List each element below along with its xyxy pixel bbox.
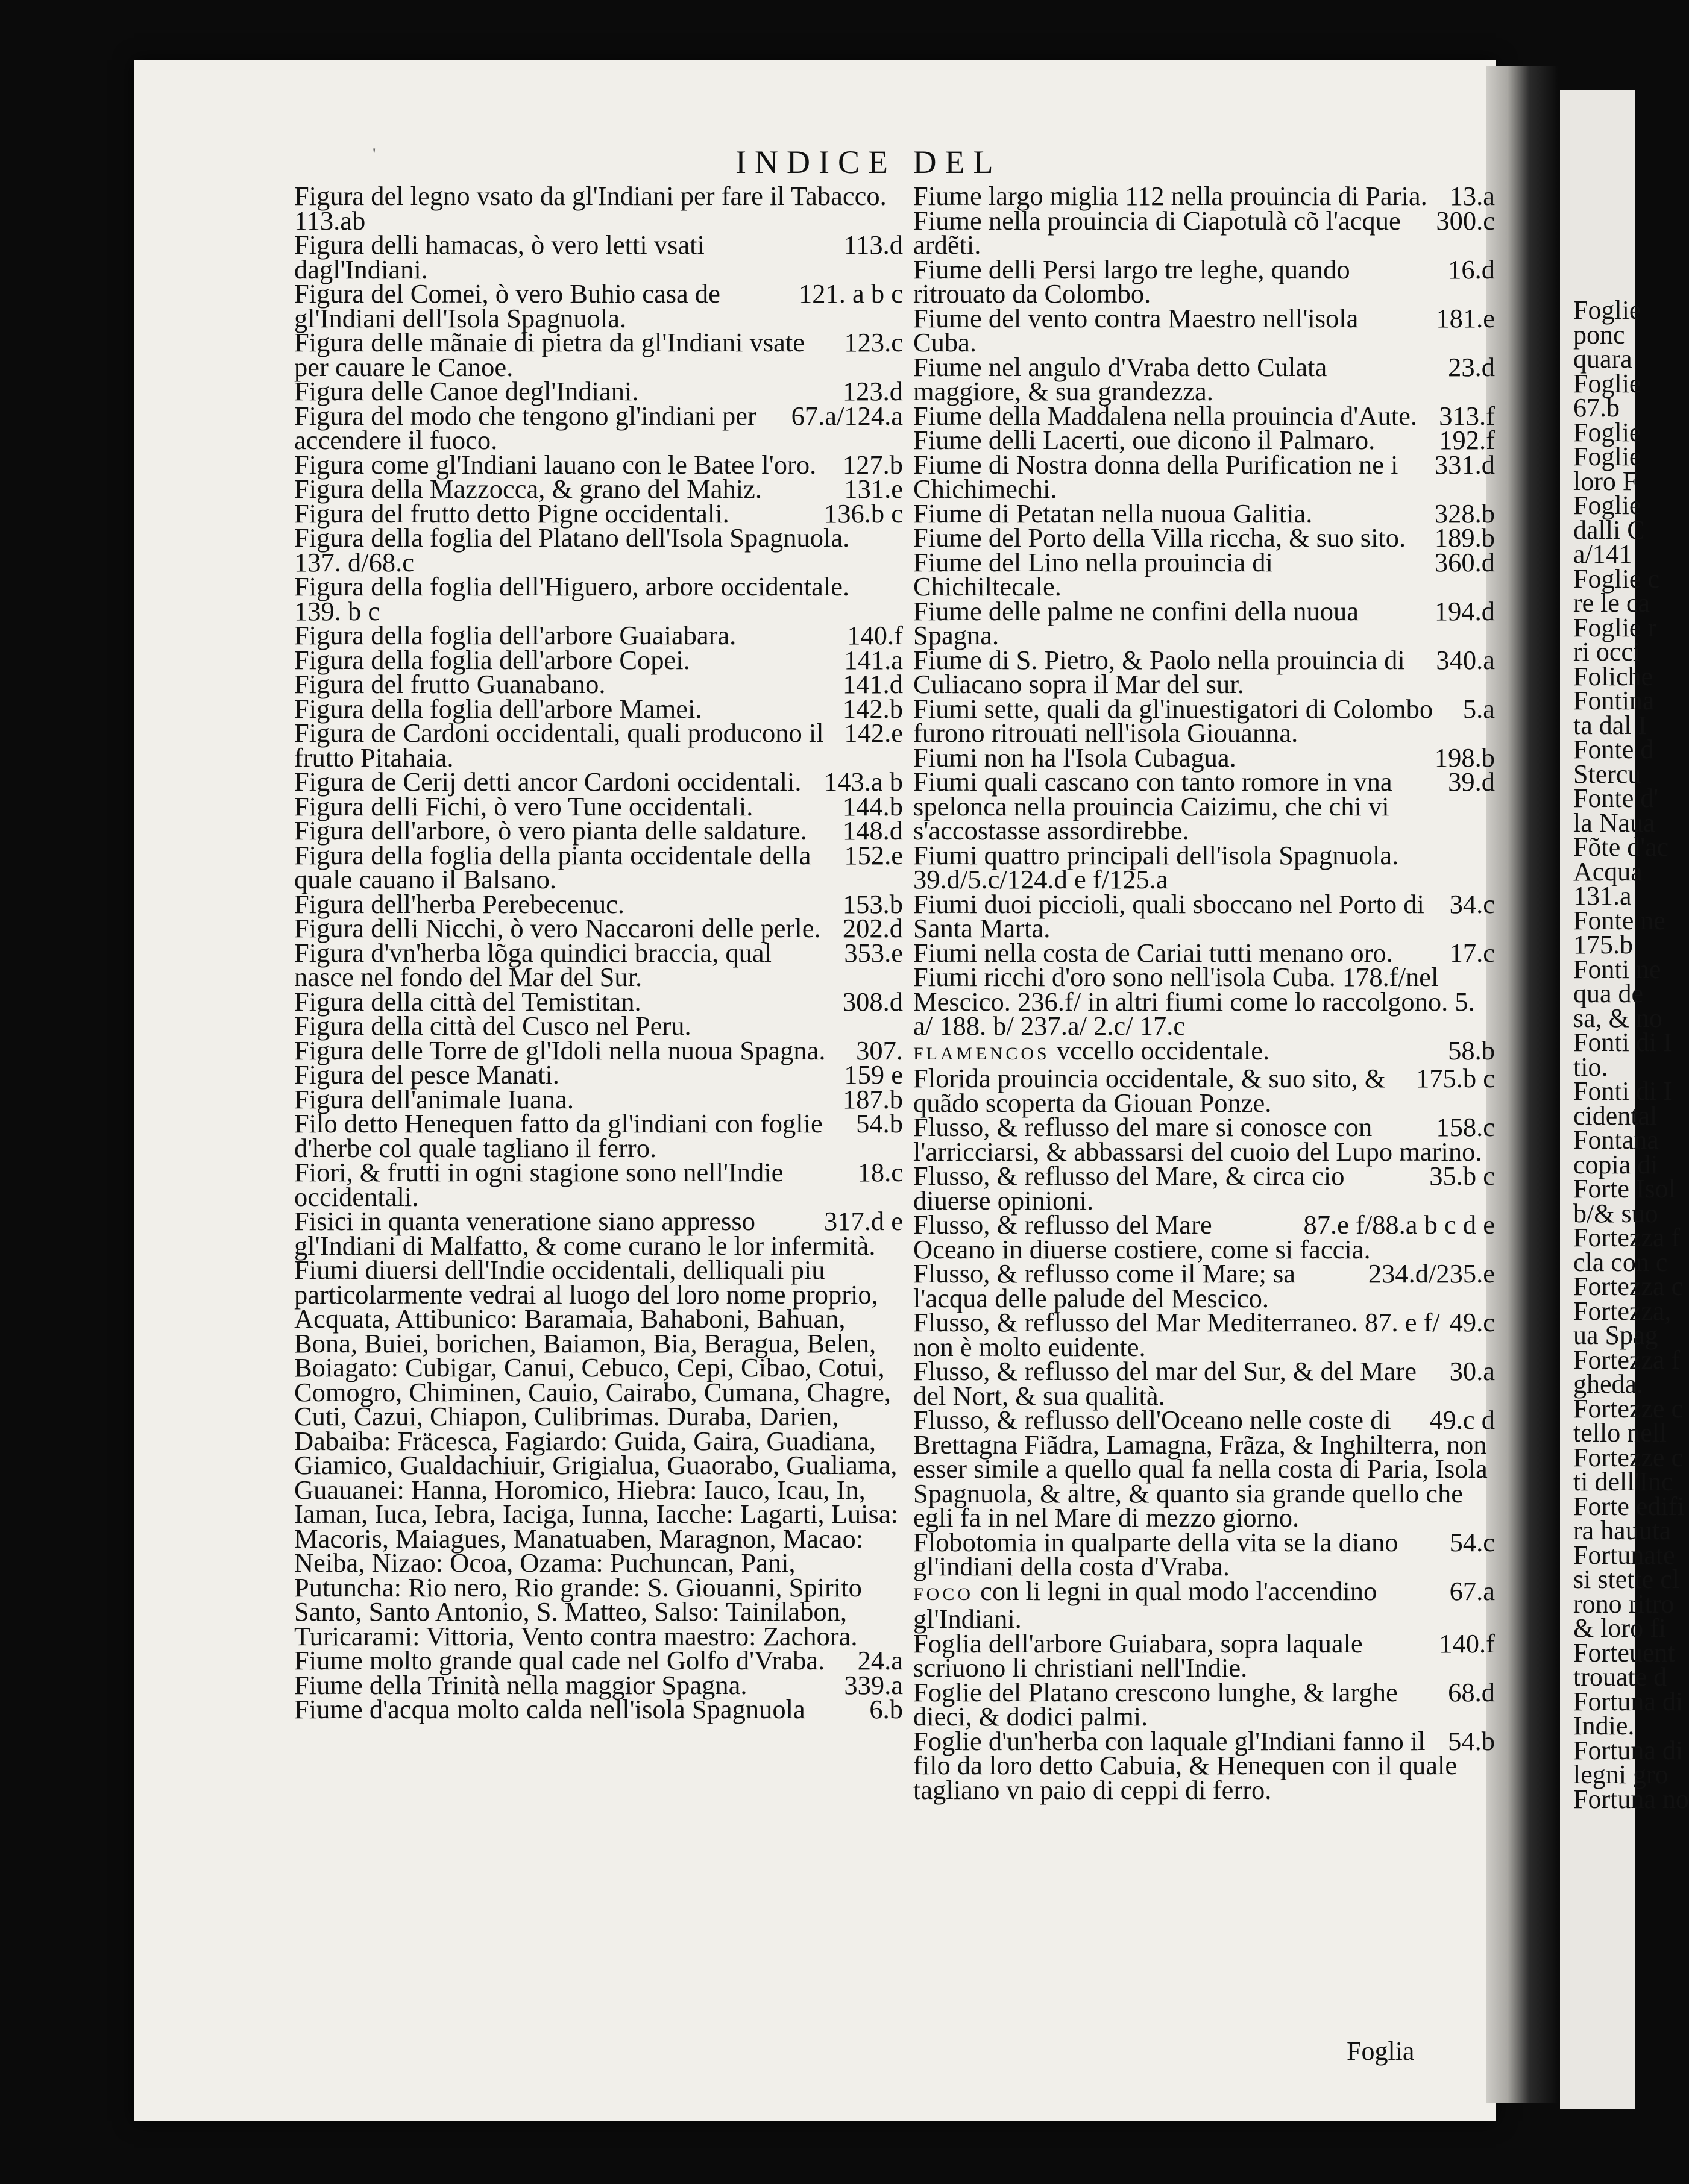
entry-text: Fiume di S. Pietro, & Paolo nella prouincia di Culiacano sopra il Mar del sur.: [913, 644, 1405, 699]
entry-text: Figura d'vn'herba lõga quindici braccia, qual nasce nel fondo del Mar del Sur.: [294, 937, 772, 992]
page-reference: 24.a: [857, 1645, 903, 1675]
facing-page-line: Fonti ne: [1573, 954, 1661, 984]
entry-text: Fiume molto grande qual cade nel Golfo d'Vraba.: [294, 1645, 825, 1675]
page-reference: 123.d: [842, 376, 903, 406]
entry-text: 113.ab: [294, 205, 366, 236]
facing-page-line: tello nell: [1573, 1418, 1667, 1448]
page-reference: 234.d/235.e: [1368, 1258, 1495, 1288]
entry-text: Figura de Cerij detti ancor Cardoni occidentali.: [294, 767, 802, 797]
facing-page-line: cla con c: [1573, 1247, 1668, 1277]
page-reference: 87.e f/88.a b c d e: [1303, 1210, 1495, 1240]
entry-text: Flusso, & reflusso del Mar Mediterraneo. 87. e f/ non è molto euidente.: [913, 1307, 1440, 1362]
facing-page-line: dalli C: [1573, 515, 1645, 545]
index-entry: [294, 815, 903, 846]
entry-text: Figura della città del Cusco nel Peru.: [294, 1011, 691, 1041]
facing-page-line: & loro fi: [1573, 1613, 1666, 1643]
page-reference: 18.c: [857, 1157, 903, 1187]
entry-text: Figura delli Nicchi, ò vero Naccaroni delle perle.: [294, 913, 821, 943]
page-reference: 35.b c: [1429, 1161, 1495, 1191]
entry-text: Flusso, & reflusso del Mare Oceano in diuerse costiere, come si faccia.: [913, 1210, 1371, 1264]
page-reference: 142.b: [842, 693, 903, 724]
index-entry: [913, 498, 1495, 529]
facing-page-line: qua de: [1573, 979, 1644, 1008]
page-reference: 39.d: [1448, 767, 1495, 797]
page-reference: 141.d: [842, 669, 903, 699]
facing-page-line: Fortezza c: [1573, 1272, 1683, 1301]
facing-page-line: gheda.: [1573, 1369, 1644, 1399]
index-entry: [913, 1035, 1495, 1067]
facing-page-line: cidental: [1573, 1100, 1658, 1131]
entry-text: Foglia dell'arbore Guiabara, sopra laquale scriuono li christiani nell'Indie.: [913, 1628, 1363, 1683]
index-entry: [294, 1084, 903, 1114]
page-reference: 49.c d: [1429, 1405, 1495, 1435]
book-gutter: [1486, 66, 1558, 2103]
facing-page-line: Forte Isol: [1573, 1174, 1676, 1203]
page-reference: 202.d: [842, 913, 903, 943]
index-entry: [913, 937, 1495, 968]
facing-page-line: ta dal I: [1573, 710, 1647, 740]
facing-page-line: Fonte d: [1573, 735, 1654, 764]
facing-page-line: ri occi: [1573, 637, 1641, 667]
index-entry: [294, 1255, 903, 1651]
page-reference: 340.a: [1436, 644, 1495, 675]
index-entry: [294, 1669, 903, 1700]
index-entry: [294, 937, 903, 992]
entry-text: Fiume nel angulo d'Vraba detto Culata maggiore, & sua grandezza.: [913, 351, 1327, 406]
facing-page-line: Foglie: [1573, 417, 1641, 447]
entry-text: Fiume d'acqua molto calda nell'isola Spagnuola: [294, 1694, 805, 1724]
facing-page-line: Fortezza f: [1573, 1223, 1681, 1252]
facing-page-line: Foglie: [1573, 368, 1641, 398]
facing-page-line: Fortezze c: [1573, 1393, 1683, 1423]
index-entry: [913, 1677, 1495, 1731]
index-entry: [913, 1161, 1495, 1216]
index-entry: [913, 1210, 1495, 1264]
page-reference: 54.b: [1448, 1725, 1495, 1756]
entry-text: vccello occidentale.: [1056, 1035, 1270, 1065]
page-reference: 58.b: [1448, 1035, 1495, 1065]
page-reference: 192.f: [1439, 425, 1495, 455]
entry-text: Figura del pesce Manati.: [294, 1059, 559, 1090]
index-entry: [294, 693, 903, 724]
entry-text: Fisici in quanta veneratione siano appresso gl'Indiani di Malfatto, & come curano le lor infermità.: [294, 1206, 876, 1261]
index-entry: [294, 791, 903, 821]
entry-text: Fiumi ricchi d'oro sono nell'isola Cuba. 178.f/nel Mescico. 236.f/ in altri fiumi come lo raccolgono. 5. a/ 188. b/ 237.a/ 2.c/ 17.c: [913, 962, 1475, 1041]
facing-page-line: loro F: [1573, 466, 1638, 496]
index-entry: [294, 449, 903, 480]
facing-page-line: tio.: [1573, 1052, 1608, 1082]
facing-page-line: si stette cl: [1573, 1564, 1679, 1594]
page-reference: 123.c: [844, 327, 903, 357]
index-entry: [913, 1063, 1495, 1118]
page-reference: 68.d: [1448, 1677, 1495, 1707]
page-reference: 121. a b c: [798, 278, 903, 309]
entry-headword: FOCO: [913, 1584, 974, 1604]
entry-text: Fiume nella prouincia di Ciapotulà cõ l'acque ardẽti.: [913, 205, 1401, 260]
facing-page-line: ti dell'Inc: [1573, 1467, 1673, 1496]
entry-text: Fiume delli Persi largo tre leghe, quando ritrouato da Colombo.: [913, 254, 1350, 309]
entry-text: Fiumi quattro principali dell'isola Spagnuola. 39.d/5.c/124.d e f/125.a: [913, 839, 1399, 894]
facing-page-line: Foliche: [1573, 661, 1653, 691]
index-entry: [913, 767, 1495, 846]
index-entry: [913, 547, 1495, 601]
index-entry: [294, 1035, 903, 1065]
index-column-left: [294, 181, 903, 1724]
index-entry: [913, 303, 1495, 357]
entry-text: Fiumi non ha l'Isola Cubagua.: [913, 742, 1236, 773]
entry-text: Figura del frutto Guanabano.: [294, 669, 606, 699]
page-reference: 144.b: [842, 791, 903, 821]
index-entry: [294, 1011, 903, 1041]
facing-page-line: Foglie c: [1573, 563, 1659, 594]
entry-text: Fiori, & frutti in ogni stagione sono nell'Indie occidentali.: [294, 1157, 784, 1212]
page-reference: 158.c: [1436, 1112, 1495, 1142]
facing-page-line: Fortezze c: [1573, 1442, 1683, 1472]
facing-page-line: ra hauuta: [1573, 1516, 1672, 1545]
page-reference: 13.a: [1449, 181, 1495, 211]
entry-text: Figura della foglia della pianta occidentale della quale cauano il Balsano.: [294, 839, 811, 894]
facing-page-line: Foglie: [1573, 442, 1641, 471]
page-mark: ': [373, 145, 376, 165]
entry-text: Foglie del Platano crescono lunghe, & larghe dieci, & dodici palmi.: [913, 1677, 1398, 1731]
index-entry: [294, 498, 903, 529]
entry-text: Filo detto Henequen fatto da gl'indiani con foglie d'herbe col quale tagliano il ferro.: [294, 1108, 823, 1163]
facing-page-line: Fonti di I: [1573, 1076, 1672, 1106]
facing-page-line: 175.b: [1573, 930, 1633, 959]
entry-text: con li legni in qual modo l'accendino gl'Indiani.: [913, 1575, 1377, 1634]
facing-page-line: ua Spag: [1573, 1320, 1658, 1350]
entry-text: Fiume della Trinità nella maggior Spagna.: [294, 1669, 747, 1700]
entry-text: Fiumi sette, quali da gl'inuestigatori di Colombo furono ritrouati nell'isola Giouanna.: [913, 693, 1433, 748]
index-entry: [294, 1108, 903, 1163]
facing-page-line: Fontana: [1573, 1125, 1659, 1155]
page-reference: 308.d: [842, 986, 903, 1017]
index-entry: [294, 1645, 903, 1675]
entry-text: Fiume di Nostra donna della Purification ne i Chichimechi.: [913, 449, 1398, 504]
entry-text: Figura della foglia dell'Higuero, arbore occidentale. 139. b c: [294, 571, 850, 626]
index-entry: [294, 1694, 903, 1724]
entry-text: Figura dell'animale Iuana.: [294, 1084, 574, 1114]
index-entry: [913, 449, 1495, 504]
index-entry: [294, 839, 903, 894]
page-reference: 331.d: [1434, 449, 1495, 480]
page-reference: 16.d: [1448, 254, 1495, 284]
page-reference: 113.d: [843, 230, 903, 260]
index-entry: [294, 913, 903, 943]
index-entry: [294, 1157, 903, 1212]
facing-page-line: a/141: [1573, 539, 1632, 569]
index-entry: [913, 1628, 1495, 1683]
facing-page-line: 67.b: [1573, 393, 1620, 422]
facing-page-line: Fonte ne: [1573, 905, 1665, 935]
index-entry: [294, 718, 903, 773]
facing-page-line: Fortuna no: [1573, 1784, 1689, 1814]
page-reference: 67.a/124.a: [791, 400, 903, 431]
index-entry: [913, 400, 1495, 431]
index-entry: [913, 425, 1495, 455]
page-reference: 148.d: [842, 815, 903, 846]
index-entry: [294, 669, 903, 699]
page-reference: 194.d: [1434, 595, 1495, 626]
index-entry: [913, 254, 1495, 309]
entry-text: Fiume largo miglia 112 nella prouincia di Paria.: [913, 181, 1427, 211]
index-entry: [913, 1527, 1495, 1581]
entry-text: Flusso, & reflusso del mar del Sur, & del Mare del Nort, & sua qualità.: [913, 1356, 1417, 1411]
facing-page-line: Fortuna di: [1573, 1735, 1684, 1765]
catchword: Foglia: [1347, 2036, 1415, 2066]
entry-text: Figura della foglia dell'arbore Mamei.: [294, 693, 702, 724]
page-reference: 181.e: [1436, 303, 1495, 333]
index-entry: [294, 400, 903, 455]
entry-text: Figura delli hamacas, ò vero letti vsati dagl'Indiani.: [294, 230, 705, 284]
facing-page-line: legni gro: [1573, 1760, 1669, 1789]
page-reference: 153.b: [842, 888, 903, 919]
facing-page-line: Fortunate: [1573, 1540, 1675, 1570]
index-entry: [294, 522, 903, 577]
index-entry: [294, 278, 903, 333]
facing-page-line: la Naua: [1573, 808, 1655, 838]
index-entry: [913, 1405, 1495, 1533]
entry-text: Florida prouincia occidentale, & suo sito, & quãdo scoperta da Giouan Ponze.: [913, 1063, 1386, 1118]
entry-text: Figura dell'arbore, ò vero pianta delle saldature.: [294, 815, 807, 846]
entry-text: Flusso, & reflusso del mare si conosce con l'arricciarsi, & abbassarsi del cuoio del Lupo marino.: [913, 1112, 1482, 1167]
entry-text: Fiumi diuersi dell'Indie occidentali, delliquali piu particolarmente vedrai al luogo del loro nome proprio, Acquata, Attibunico: Baramaia, Bahaboni, Bahuan, Bona, Buiei, borichen, Baiamon, Bia, Beragua, Belen, Boiagato: Cubigar, Canui, Cebuco, Cepi, Cibao, Cotui, Comogro, Chiminen, Cauio, Cairabo, Cumana, Chagre, Cuti, Cazui, Chiapon, Culibrimas. Duraba, Darien, Dabaiba: Fräcesca, Fagiardo: Guida, Gaira, Guadiana, Giamico, Gualdachiuir, Grigialua, Guaorabo, Gualiama, Guauanei: Hanna, Horomico, Hiebra: Iauco, Icau, In, Iaman, Iuca, Iebra, Iaciga, Iunna, Iacche: Lagarti, Luisa: Macoris, Maiagues, Manatuaben, Maragnon, Macao: Neiba, Nizao: Ocoa, Ozama: Puchuncan, Pani, Putuncha: Rio nero, Rio grande: S. Giouanni, Spirito Santo, Santo Antonio, S. Matteo, Salso: Tainilabon, Turicarami: Vittoria, Vento contra maestro: Zachora.: [294, 1255, 898, 1651]
index-entry: [913, 1112, 1495, 1167]
index-entry: [913, 351, 1495, 406]
page-reference: 142.e: [844, 718, 903, 748]
facing-page-line: Foglie: [1573, 491, 1641, 520]
index-column-right: [913, 181, 1495, 1805]
page-reference: 317.d e: [823, 1206, 903, 1236]
entry-text: Figura della foglia dell'arbore Copei.: [294, 644, 690, 675]
index-entry: [913, 1258, 1495, 1313]
index-entry: [294, 620, 903, 650]
index-entry: [294, 1059, 903, 1090]
index-entry: [294, 1206, 903, 1261]
running-header: INDICE DEL: [735, 144, 1002, 180]
entry-text: Fiume del Lino nella prouincia di Chichiltecale.: [913, 547, 1273, 601]
page-reference: 353.e: [844, 937, 903, 968]
page-reference: 34.c: [1449, 888, 1495, 919]
entry-headword: FLAMENCOS: [913, 1043, 1050, 1064]
facing-page-line: 131.a: [1573, 881, 1632, 911]
index-entry: [294, 376, 903, 406]
facing-page-line: Indie.: [1573, 1711, 1635, 1740]
index-entry: [294, 327, 903, 382]
page-reference: 67.a: [1449, 1575, 1495, 1606]
entry-text: Fiume del Porto della Villa riccha, & suo sito.: [913, 522, 1406, 553]
facing-page-line: re le ca: [1573, 588, 1650, 618]
index-entry: [294, 230, 903, 284]
facing-page-text: [1573, 295, 1689, 1814]
entry-text: Flobotomia in qualparte della vita se la diano gl'indiani della costa d'Vraba.: [913, 1527, 1398, 1581]
page-reference: 300.c: [1436, 205, 1495, 236]
entry-text: Figura delle Torre de gl'Idoli nella nuoua Spagna.: [294, 1035, 826, 1065]
page-reference: 54.b: [856, 1108, 903, 1138]
index-entry: [913, 522, 1495, 553]
page-reference: 189.b: [1434, 522, 1495, 553]
page-reference: 152.e: [844, 839, 903, 870]
index-entry: [294, 474, 903, 504]
entry-text: Figura delle Canoe degl'Indiani.: [294, 376, 639, 406]
entry-text: Fiume delle palme ne confini della nuoua Spagna.: [913, 595, 1359, 650]
facing-page-line: Fonti di I: [1573, 1028, 1672, 1057]
entry-text: Figura del frutto detto Pigne occidentali.: [294, 498, 729, 529]
entry-text: Figura del Comei, ò vero Buhio casa de gl'Indiani dell'Isola Spagnuola.: [294, 278, 720, 333]
page-reference: 360.d: [1434, 547, 1495, 577]
page-reference: 175.b c: [1415, 1063, 1495, 1093]
page-reference: 23.d: [1448, 351, 1495, 382]
entry-text: Fiume del vento contra Maestro nell'isola Cuba.: [913, 303, 1359, 357]
page-reference: 198.b: [1434, 742, 1495, 773]
index-entry: [913, 693, 1495, 748]
facing-page-line: b/& suo: [1573, 1198, 1658, 1228]
index-entry: [294, 644, 903, 675]
entry-text: Figura della foglia dell'arbore Guaiabara.: [294, 620, 737, 650]
entry-text: Figura del modo che tengono gl'indiani per accendere il fuoco.: [294, 400, 756, 455]
entry-text: Figura de Cardoni occidentali, quali producono il frutto Pitahaia.: [294, 718, 824, 773]
page-reference: 140.f: [847, 620, 903, 650]
facing-page-line: ponc: [1573, 319, 1625, 350]
index-entry: [913, 181, 1495, 211]
index-entry: [913, 888, 1495, 943]
facing-page-line: rono ritro: [1573, 1589, 1675, 1619]
page-reference: 187.b: [842, 1084, 903, 1114]
entry-text: Figura della foglia del Platano dell'Isola Spagnuola. 137. d/68.c: [294, 522, 850, 577]
page-reference: 49.c: [1449, 1307, 1495, 1337]
entry-text: Fiumi quali cascano con tanto romore in vna spelonca nella prouincia Caizimu, che chi vi s'accostasse assordirebbe.: [913, 767, 1392, 846]
page-reference: 131.e: [844, 474, 903, 504]
page-reference: 5.a: [1462, 693, 1495, 724]
entry-text: Figura come gl'Indiani lauano con le Batee l'oro.: [294, 449, 817, 480]
index-entry: [913, 1725, 1495, 1805]
facing-page-line: Fontina: [1573, 686, 1655, 715]
page-reference: 143.a b: [823, 767, 903, 797]
entry-text: Fiume delli Lacerti, oue dicono il Palmaro.: [913, 425, 1376, 455]
index-entry: [294, 767, 903, 797]
page-reference: 339.a: [844, 1669, 903, 1700]
page-reference: 159 e: [844, 1059, 903, 1090]
page-reference: 141.a: [844, 644, 903, 675]
facing-page-line: trouate d: [1573, 1662, 1667, 1692]
facing-page-line: sa, & no: [1573, 1003, 1662, 1033]
entry-text: Figura della Mazzocca, & grano del Mahiz.: [294, 474, 762, 504]
page-reference: 136.b c: [823, 498, 903, 529]
entry-text: Fiume della Maddalena nella prouincia d'Aute.: [913, 400, 1417, 431]
page-reference: 140.f: [1439, 1628, 1495, 1658]
page-reference: 6.b: [869, 1694, 903, 1724]
page-reference: 17.c: [1449, 937, 1495, 968]
entry-text: Fiumi duoi piccioli, quali sboccano nel Porto di Santa Marta.: [913, 888, 1424, 943]
index-entry: [913, 595, 1495, 650]
entry-text: Flusso, & reflusso dell'Oceano nelle coste di Brettagna Fiãdra, Lamagna, Frãza, & Inghilterra, non esser simile a quello qual fa nella costa di Paria, Isola Spagnuola, & altre, & quanto sia grande quello che egli fa in nel Mare di mezzo giorno.: [913, 1405, 1488, 1533]
index-entry: [913, 1575, 1495, 1634]
index-entry: [913, 644, 1495, 699]
page-reference: 307.: [856, 1035, 903, 1065]
index-entry: [294, 571, 903, 626]
index-entry: [294, 205, 903, 236]
entry-text: Figura dell'herba Perebecenuc.: [294, 888, 624, 919]
page-reference: 30.a: [1449, 1356, 1495, 1386]
facing-page-line: copia di: [1573, 1149, 1658, 1179]
facing-page-line: Fortuna di: [1573, 1686, 1684, 1716]
facing-page-line: quara: [1573, 344, 1632, 374]
page-reference: 54.c: [1449, 1527, 1495, 1557]
entry-text: Figura delle mãnaie di pietra da gl'Indiani vsate per cauare le Canoe.: [294, 327, 805, 382]
entry-text: Figura delli Fichi, ò vero Tune occidentali.: [294, 791, 753, 821]
index-entry: [913, 205, 1495, 260]
facing-page-line: Fortezza f: [1573, 1345, 1681, 1375]
index-entry: [294, 181, 903, 211]
index-entry: [913, 962, 1495, 1041]
facing-page-line: Fonte d': [1573, 783, 1659, 813]
facing-page: [1560, 90, 1689, 2109]
page-reference: 127.b: [842, 449, 903, 480]
facing-page-line: Acqua: [1573, 856, 1643, 886]
page-reference: 313.f: [1439, 400, 1495, 431]
facing-page-line: Forte edifi: [1573, 1491, 1685, 1521]
entry-text: Figura del legno vsato da gl'Indiani per fare il Tabacco.: [294, 181, 887, 211]
index-entry: [913, 1356, 1495, 1411]
page-reference: 328.b: [1434, 498, 1495, 529]
entry-text: Foglie d'un'herba con laquale gl'Indiani fanno il filo da loro detto Cabuia, & Henequen con il quale tagliano vn paio di ceppi di ferro.: [913, 1725, 1458, 1805]
facing-page-line: Fõte d'ac: [1573, 832, 1669, 862]
index-entry: [913, 839, 1495, 894]
index-entry: [294, 888, 903, 919]
entry-text: Flusso, & reflusso come il Mare; sa l'acqua delle palude del Mescico.: [913, 1258, 1296, 1313]
facing-page-line: Stercu: [1573, 759, 1641, 789]
facing-page-line: Fortezza,: [1573, 1296, 1672, 1326]
entry-text: Figura della città del Temistitan.: [294, 986, 641, 1017]
index-entry: [913, 742, 1495, 773]
facing-page-line: Foglie r: [1573, 612, 1657, 642]
entry-text: Fiume di Petatan nella nuoua Galitia.: [913, 498, 1313, 529]
facing-page-line: Forteuent: [1573, 1637, 1675, 1668]
index-entry: [294, 986, 903, 1017]
facing-page-line: Foglie: [1573, 295, 1641, 325]
index-entry: [913, 1307, 1495, 1362]
entry-text: Flusso, & reflusso del Mare, & circa cio diuerse opinioni.: [913, 1161, 1345, 1216]
entry-text: Fiumi nella costa de Cariai tutti menano oro.: [913, 937, 1393, 968]
